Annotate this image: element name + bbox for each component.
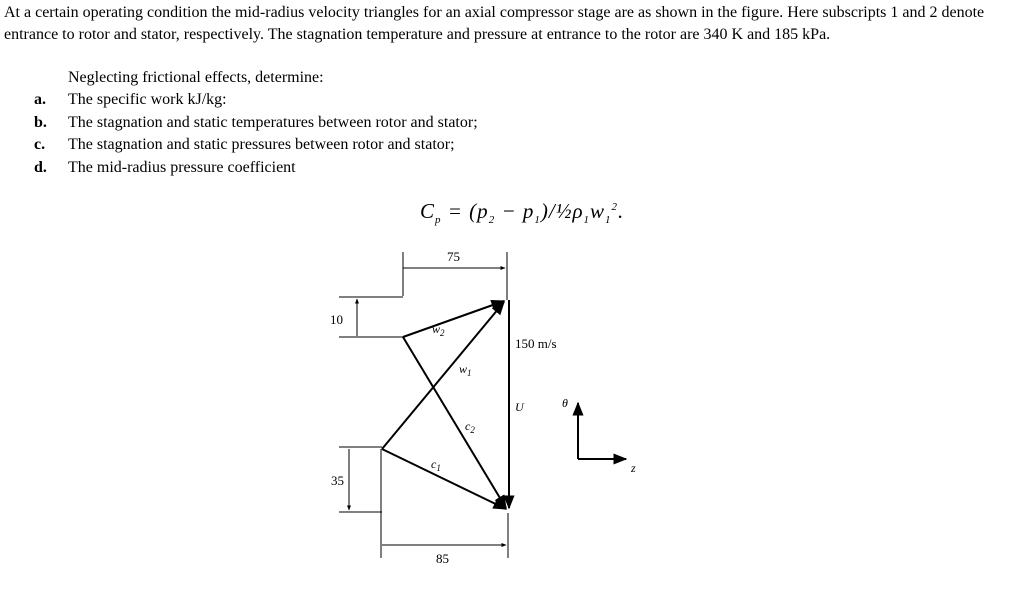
bottom-dimension: [381, 449, 508, 566]
w2-label: $w_2$: [432, 322, 445, 338]
question-label: a.: [34, 91, 46, 108]
problem-lead: Neglecting frictional effects, determine:: [68, 69, 324, 86]
c1-label: $c_1$: [431, 457, 441, 473]
theta-label: θ: [562, 396, 568, 410]
w1-vector: [382, 302, 504, 449]
c2-label: $c_2$: [465, 419, 475, 435]
u-label: U: [515, 400, 524, 414]
dim-top-label: 75: [447, 249, 460, 264]
left-lower-dimension: [331, 447, 382, 512]
question-text: The stagnation and static temperatures between rotor and stator;: [68, 113, 478, 131]
w1-label: $w_1$: [459, 362, 472, 378]
coordinate-axes: [562, 396, 636, 475]
question-label: c.: [34, 136, 46, 153]
left-upper-dimension: [330, 297, 403, 337]
problem-intro: At a certain operating condition the mid-radius velocity triangles for an axial compressor stage are as shown in the figure. Here subscripts 1 and 2 denote entrance to rotor and stator, respectively. The stagnation temperature and pressure at entrance to the rotor are 340 K and 185 kPa.: [4, 4, 985, 43]
dim-left-lower-label: 35: [331, 473, 344, 488]
dim-bottom-label: 85: [436, 551, 449, 566]
speed-label: 150 m/s: [515, 336, 557, 351]
pressure-coefficient-formula: $C_p = (p_2$ − $p_1)/\frac{1}{2}\rho_1w_1^2$.: [420, 199, 625, 227]
top-dimension: [403, 249, 507, 300]
dim-left-upper-label: 10: [330, 312, 343, 327]
velocity-vectors: [382, 300, 509, 509]
z-label: z: [631, 461, 636, 475]
question-label: b.: [34, 113, 47, 131]
question-text: The stagnation and static pressures between rotor and stator;: [68, 136, 455, 153]
question-label: d.: [34, 158, 47, 176]
question-text: The mid-radius pressure coefficient: [68, 158, 296, 176]
question-text: The specific work kJ/kg:: [68, 91, 227, 108]
